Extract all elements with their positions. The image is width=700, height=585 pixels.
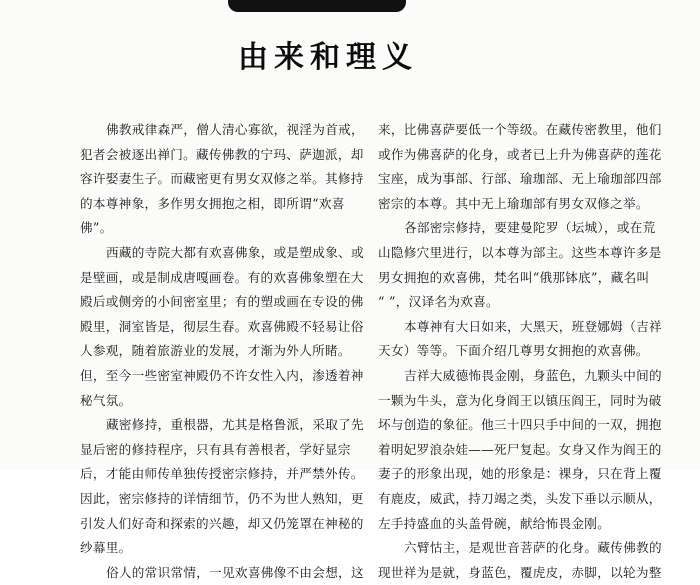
article-title: 由来和理义 — [238, 40, 418, 75]
text-line: 引发人们好奇和探索的兴趣，却又仍笼罩在神秘的 — [80, 515, 364, 531]
text-line: 佛”。 — [80, 220, 113, 236]
text-line: 山隐修穴里进行，以本尊为部主。这些本尊许多是 — [378, 244, 662, 260]
text-line: 藏密修持，重根器，尤其是格鲁派，采取了先 — [106, 417, 364, 433]
text-line: “ ”，汉译名为欢喜。 — [378, 294, 499, 310]
text-line: 来，比佛喜萨要低一个等级。在藏传密教里，他们 — [378, 122, 662, 137]
text-line: 俗人的常识常情，一见欢喜佛像不由会想，这 — [106, 564, 364, 580]
right-text-column — [378, 118, 670, 580]
text-line: 着明妃罗浪杂娃——死尸复起。女身又作为阎王的 — [378, 441, 662, 457]
text-line: 纱幕里。 — [80, 540, 132, 556]
text-line: 宝座，成为事部、行部、瑜珈部、无上瑜珈部四部 — [378, 171, 662, 187]
text-line: 殿后或侧旁的小间密室里；有的塑或画在专设的佛 — [80, 294, 364, 310]
text-line: 或作为佛喜萨的化身，或者已上升为佛喜萨的莲花 — [378, 146, 662, 162]
text-line: 吉祥大威德怖畏金刚，身蓝色，九颗头中间的 — [404, 367, 662, 383]
text-line: 的本尊神象，多作男女拥抱之相，即所谓“欢喜 — [80, 195, 345, 211]
text-line: 坏与创造的象征。他三十四只手中间的一双，拥抱 — [378, 417, 662, 433]
text-line: 六臂怙主，是观世音菩萨的化身。藏传佛教的 — [404, 540, 662, 556]
text-line: 各部密宗修持，要建曼陀罗（坛城），或在荒 — [404, 220, 656, 236]
text-line: 殿里，洞室皆是，彻层生春。欢喜佛殿不轻易让俗 — [80, 318, 364, 334]
text-line: 人参观，随着旅游业的发展，才渐为外人所睹。 — [80, 343, 351, 359]
text-line: 西藏的寺院大都有欢喜佛象，或是塑成象、或 — [106, 244, 364, 260]
text-line: 但，至今一些密室神殿仍不许女性入内，渗透着神 — [80, 367, 364, 383]
text-line: 男女拥抱的欢喜佛，梵名叫“俄那钵底”，藏名叫 — [378, 269, 650, 285]
text-line: 秘气氛。 — [80, 392, 132, 408]
text-line: 本尊神有大日如来，大黑天，班登娜姆（吉祥 — [404, 318, 662, 334]
text-line: 犯者会被逐出禅门。藏传佛教的宁玛、萨迦派，却 — [80, 146, 364, 162]
text-line: 现世祥为是就，身蓝色，覆虎皮，赤脚，以轮为整 — [378, 564, 662, 580]
text-line: 显后密的修持程序，只有具有善根者，学好显宗 — [80, 441, 351, 457]
text-line: 佛教戒律森严，僧人清心寡欲，视淫为首戒， — [106, 122, 364, 137]
text-line: 有鹿皮，威武，持刀竭之类，头发下垂以示顺从， — [378, 490, 662, 506]
text-line: 妻子的形象出现，她的形象是：裸身，只在背上覆 — [378, 466, 662, 482]
text-line: 是壁画，或是制成唐嘎画卷。有的欢喜佛象塑在大 — [80, 269, 364, 285]
text-line: 容许娶妻生子。而藏密更有男女双修之举。其修持 — [80, 171, 364, 187]
text-line: 天女）等等。下面介绍几尊男女拥抱的欢喜佛。 — [378, 343, 649, 359]
text-line: 左手持盛血的头盖骨碗，献给怖畏金刚。 — [378, 515, 611, 531]
text-line: 因此，密宗修持的详情细节，仍不为世人熟知，更 — [80, 490, 364, 506]
text-line: 密宗的本尊。其中无上瑜珈部有男女双修之举。 — [378, 195, 649, 211]
cut-off-heading-banner — [228, 0, 406, 12]
left-text-column — [80, 118, 370, 580]
text-line: 一颗为牛头，意为化身阎王以镇压阎王，同时为破 — [378, 392, 662, 408]
text-line: 后，才能由师传单独传授密宗修持，并严禁外传。 — [80, 466, 364, 482]
